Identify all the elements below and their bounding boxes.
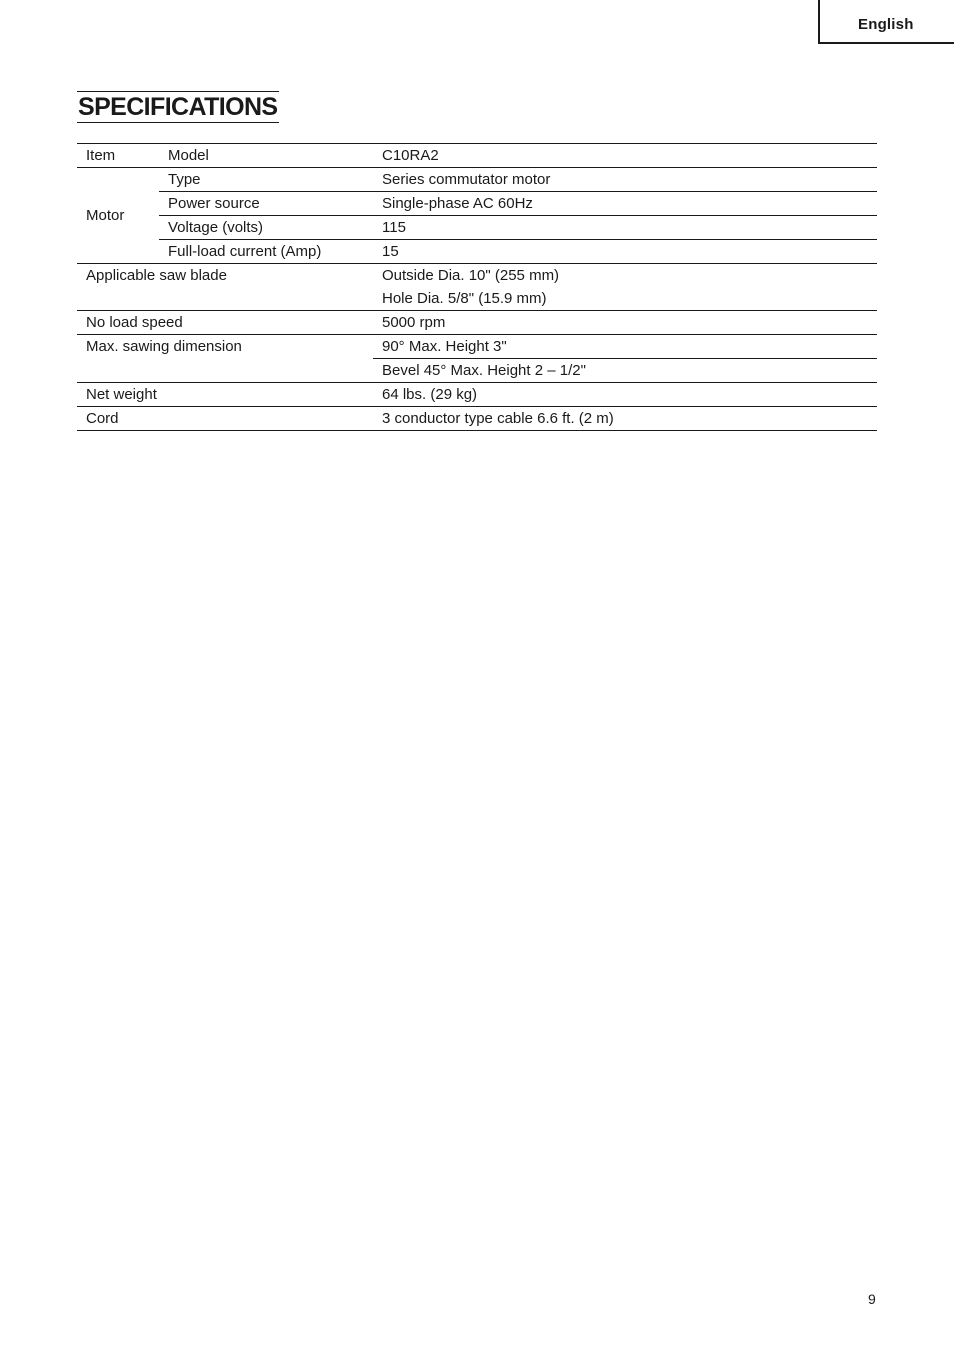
table-row	[77, 264, 877, 288]
cord-label: Cord	[77, 407, 373, 431]
saw-blade-label: Applicable saw blade	[77, 264, 373, 311]
max-sawing-90-value: 90° Max. Height 3"	[373, 335, 877, 359]
power-source-label: Power source	[159, 192, 373, 216]
motor-label-cell: Motor	[77, 168, 159, 264]
current-value: 15	[373, 240, 877, 264]
voltage-label: Voltage (volts)	[159, 216, 373, 240]
net-weight-label: Net weight	[77, 383, 373, 407]
table-row	[77, 240, 877, 264]
language-label: English	[858, 16, 914, 33]
saw-blade-hole-dia: Hole Dia. 5/8" (15.9 mm)	[373, 287, 877, 311]
saw-blade-outside-dia: Outside Dia. 10" (255 mm)	[382, 267, 560, 284]
no-load-speed-value: 5000 rpm	[373, 311, 877, 335]
table-row	[77, 335, 877, 359]
net-weight-value: 64 lbs. (29 kg)	[373, 383, 877, 407]
table-row	[77, 144, 877, 168]
table-row	[77, 216, 877, 240]
power-source-value: Single-phase AC 60Hz	[373, 192, 877, 216]
specifications-table	[77, 143, 877, 431]
voltage-value: 115	[373, 216, 877, 240]
cord-value: 3 conductor type cable 6.6 ft. (2 m)	[373, 407, 877, 431]
table-row	[77, 168, 877, 192]
page-title: SPECIFICATIONS	[78, 93, 278, 121]
table-row	[77, 311, 877, 335]
motor-type-value: Series commutator motor	[373, 168, 877, 192]
table-row	[77, 407, 877, 431]
page-number: 9	[868, 1291, 876, 1307]
table-row	[77, 383, 877, 407]
no-load-speed-label: No load speed	[77, 311, 373, 335]
current-label: Full-load current (Amp)	[159, 240, 373, 264]
language-tab	[818, 0, 954, 44]
model-value-cell: C10RA2	[373, 144, 877, 168]
max-sawing-bevel-value: Bevel 45° Max. Height 2 – 1/2"	[373, 359, 877, 383]
model-header-cell: Model	[159, 144, 373, 168]
motor-type-label: Type	[159, 168, 373, 192]
table-row	[77, 192, 877, 216]
item-header-cell: Item	[77, 144, 159, 168]
max-sawing-label: Max. sawing dimension	[77, 335, 373, 383]
